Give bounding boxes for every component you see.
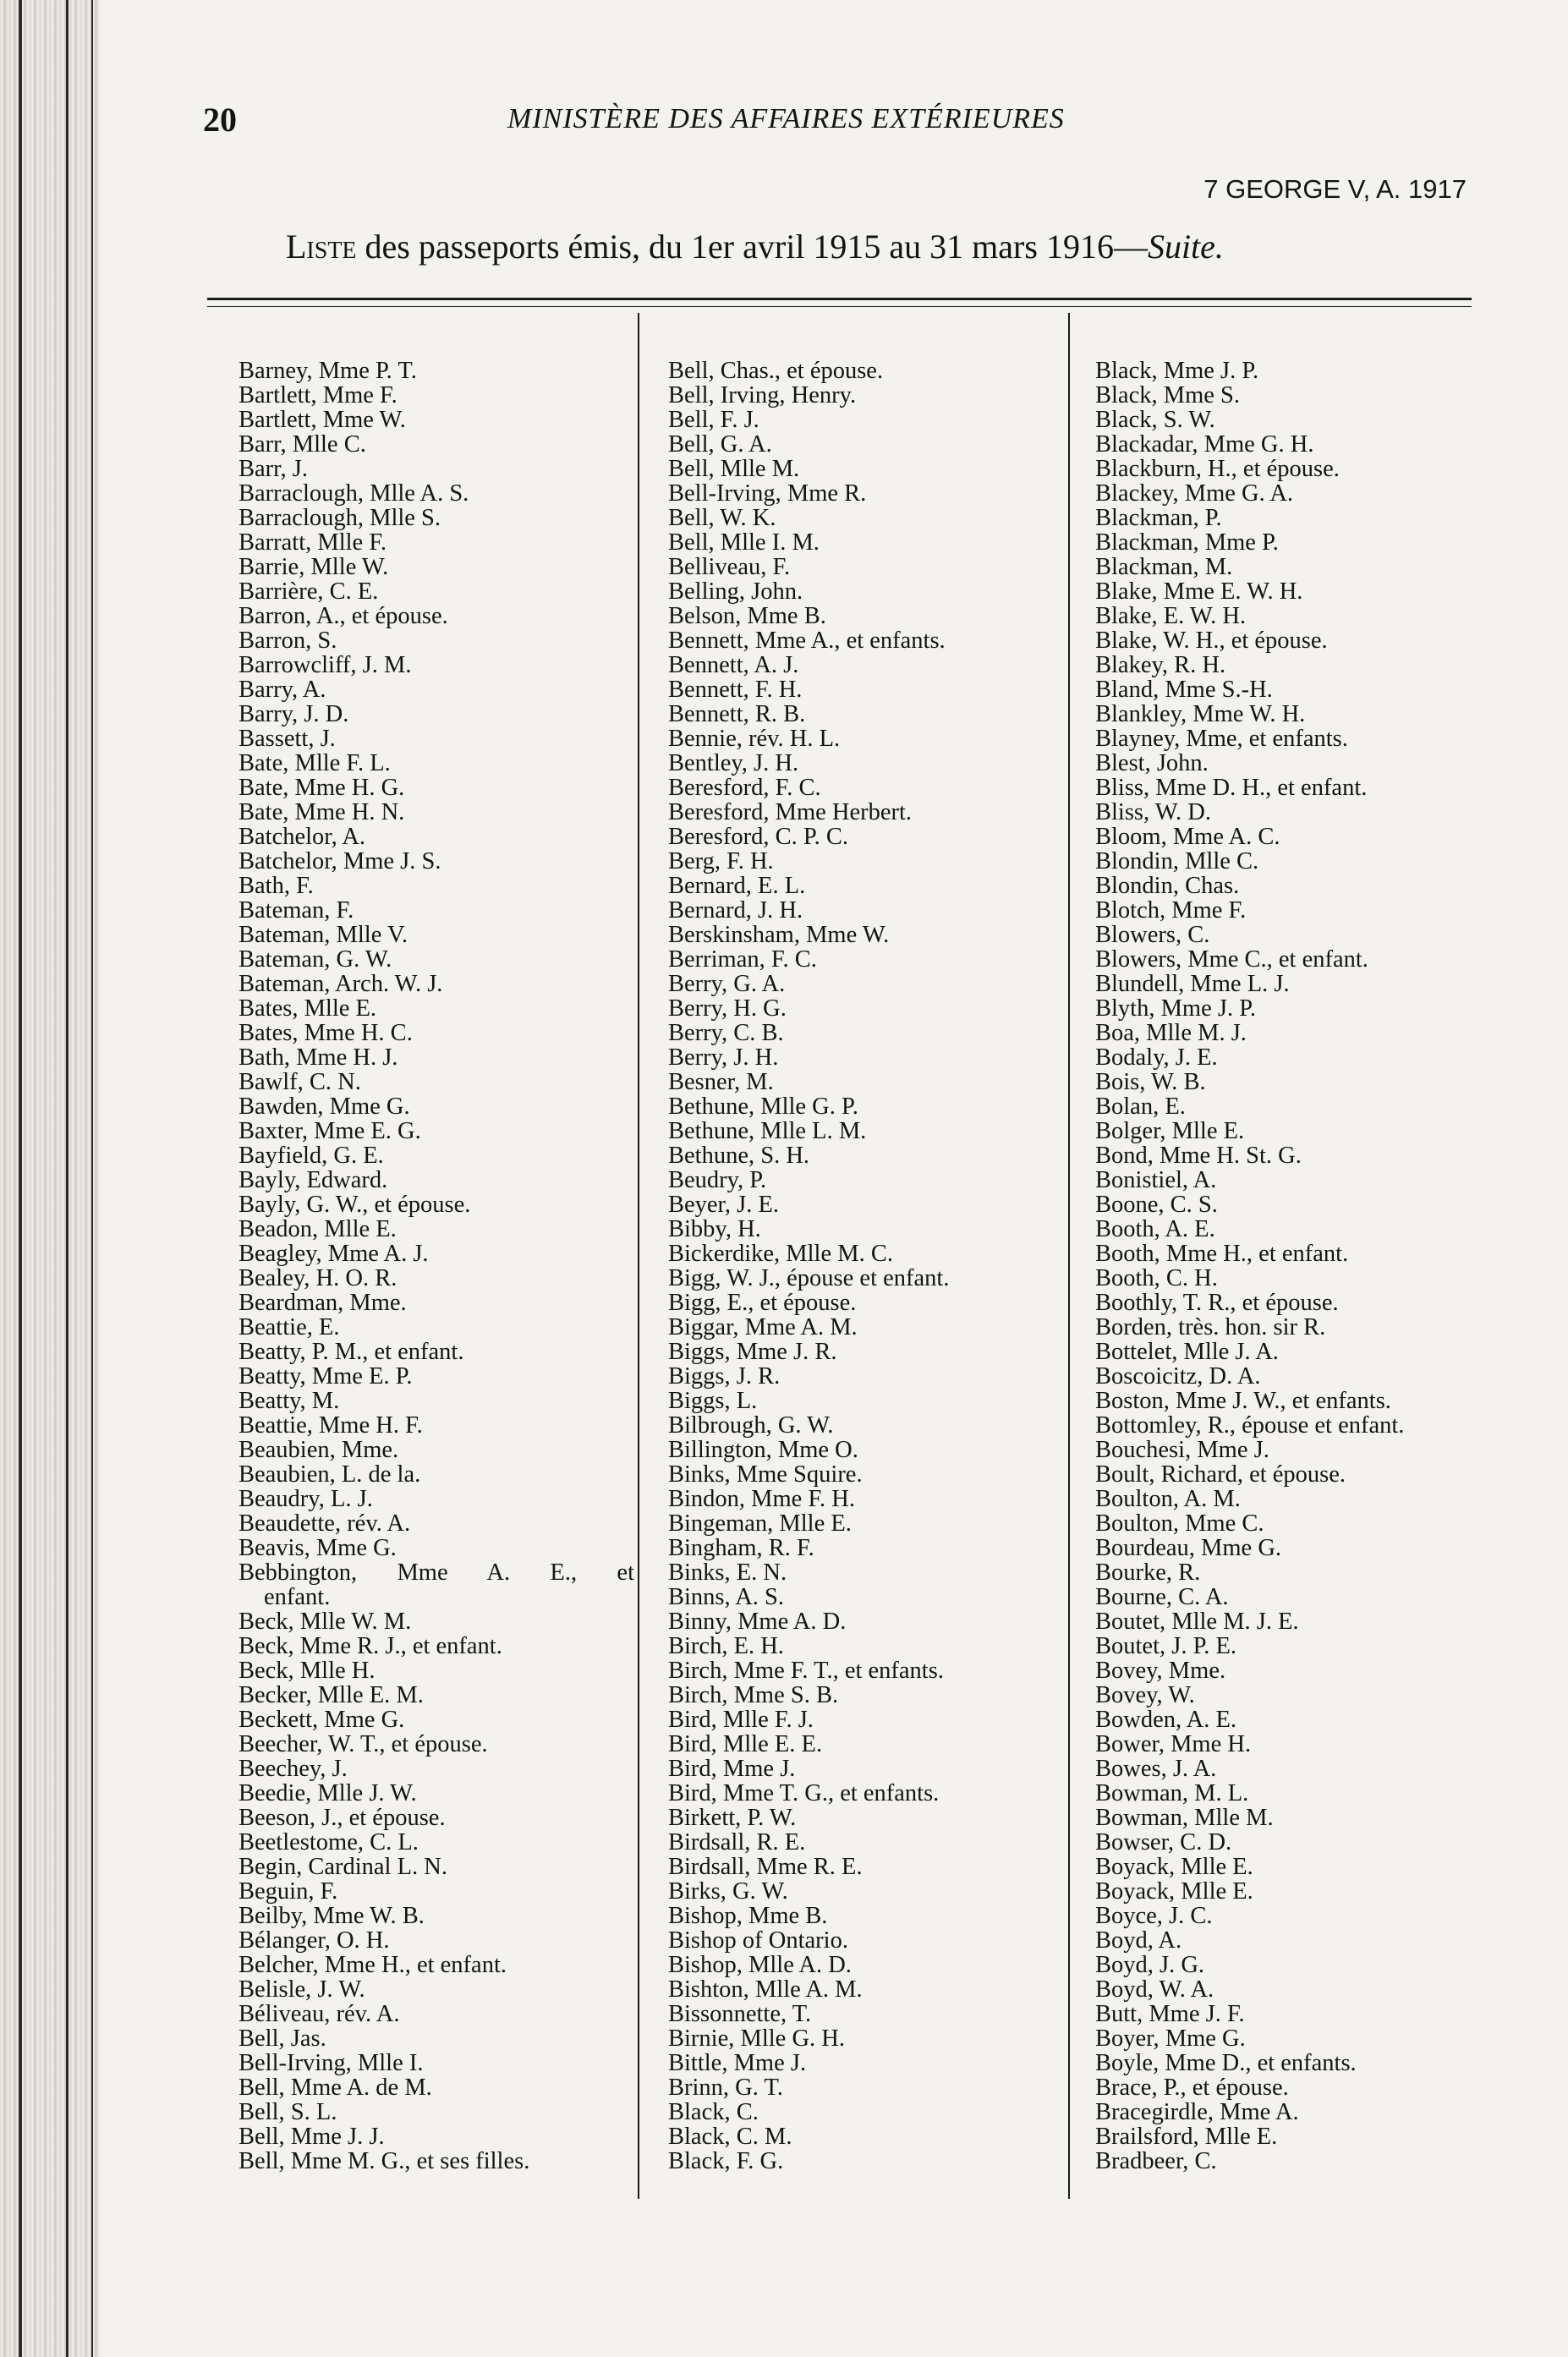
list-entry: Bateman, G. W. [238,946,392,973]
list-entry: Beudry, P. [668,1167,767,1193]
list-entry: Bibby, H. [668,1216,761,1242]
list-entry: Barrie, Mlle W. [238,554,389,580]
list-entry: Beaudette, rév. A. [238,1510,411,1537]
list-entry: Beck, Mlle H. [238,1658,376,1684]
list-entry: Batchelor, A. [238,824,366,850]
list-entry: Barraclough, Mlle S. [238,505,441,531]
list-entry: Beatty, M. [238,1388,340,1414]
session-reference: 7 GEORGE V, A. 1917 [1203,174,1467,204]
list-entry: Binns, A. S. [668,1584,785,1610]
list-entry: Booth, A. E. [1095,1216,1215,1242]
list-entry: Berg, F. H. [668,848,774,874]
list-entry: Boscoicitz, D. A. [1095,1363,1261,1390]
list-entry: Bateman, Arch. W. J. [238,971,443,997]
list-entry: Bell, Chas., et épouse. [668,358,884,384]
name-column-3 [1095,359,1518,2173]
list-entry: Beatty, P. M., et enfant. [238,1339,464,1365]
list-entry: Bolger, Mlle E. [1095,1118,1245,1144]
list-entry: Blondin, Mlle C. [1095,848,1259,874]
binding-line [19,0,22,2357]
list-entry: Bishop, Mme B. [668,1903,828,1929]
list-entry: Bird, Mlle E. E. [668,1731,823,1757]
list-entry: Boutet, Mlle M. J. E. [1095,1609,1299,1635]
list-entry: Bennie, rév. H. L. [668,726,841,752]
list-title-suite: Suite. [1147,227,1224,266]
list-entry: Beyer, J. E. [668,1192,780,1218]
list-entry: Barrière, C. E. [238,578,379,605]
list-entry: Beechey, J. [238,1756,348,1782]
list-entry: Bowser, C. D. [1095,1829,1232,1855]
list-entry: Bourke, R. [1095,1559,1201,1586]
list-entry: Belling, John. [668,578,803,605]
list-entry: Blackman, P. [1095,505,1222,531]
list-entry: Beguin, F. [238,1878,338,1905]
list-entry: Bernard, E. L. [668,873,806,899]
list-entry: Bowman, M. L. [1095,1780,1249,1806]
list-entry: Biggs, Mme J. R. [668,1339,837,1365]
list-entry: Bissonnette, T. [668,2001,812,2027]
list-entry: Bigg, E., et épouse. [668,1290,857,1316]
list-entry: Berriman, F. C. [668,946,817,973]
page-number: 20 [203,101,237,139]
list-entry: Blackey, Mme G. A. [1095,480,1294,507]
list-entry: Beadon, Mlle E. [238,1216,397,1242]
list-entry: Béliveau, rév. A. [238,2001,400,2027]
list-entry: Berry, H. G. [668,995,787,1022]
list-entry: Brailsford, Mlle E. [1095,2124,1278,2150]
list-entry: Bliss, W. D. [1095,799,1212,825]
list-entry: Biggs, L. [668,1388,758,1414]
list-entry: Berskinsham, Mme W. [668,922,890,948]
list-entry: Boa, Mlle M. J. [1095,1020,1247,1046]
list-entry: Bowes, J. A. [1095,1756,1217,1782]
list-entry: Butt, Mme J. F. [1095,2001,1245,2027]
list-entry: Beeson, J., et épouse. [238,1805,446,1831]
list-entry: Baxter, Mme E. G. [238,1118,421,1144]
list-entry: Bebbington, Mme A. E., et [238,1559,634,1586]
list-entry: Bate, Mme H. N. [238,799,405,825]
list-entry: Blake, W. H., et épouse. [1095,628,1328,654]
list-entry: Beresford, F. C. [668,775,821,801]
list-entry: Bois, W. B. [1095,1069,1206,1095]
list-entry: Beardman, Mme. [238,1290,407,1316]
top-rule [207,298,1472,300]
list-entry: Bovey, Mme. [1095,1658,1226,1684]
list-entry: Bateman, Mlle V. [238,922,408,948]
list-entry: Bell, Mme A. de M. [238,2075,432,2101]
list-entry: Bottomley, R., épouse et enfant. [1095,1412,1405,1439]
list-entry: Black, S. W. [1095,407,1215,433]
list-entry: Bittle, Mme J. [668,2050,807,2076]
list-entry: Becker, Mlle E. M. [238,1682,424,1708]
list-entry: Beattie, Mme H. F. [238,1412,423,1439]
list-entry: Black, Mme S. [1095,382,1240,408]
list-entry: Bliss, Mme D. H., et enfant. [1095,775,1368,801]
list-entry: Bottelet, Mlle J. A. [1095,1339,1279,1365]
list-entry: Boyce, J. C. [1095,1903,1213,1929]
list-entry: Blowers, C. [1095,922,1210,948]
list-entry: Bennett, F. H. [668,677,803,703]
list-entry: Biggar, Mme A. M. [668,1314,858,1340]
list-entry: Bealey, H. O. R. [238,1265,397,1291]
list-entry: Beilby, Mme W. B. [238,1903,425,1929]
list-entry: Bayly, G. W., et épouse. [238,1192,471,1218]
list-entry: Beaubien, L. de la. [238,1461,421,1488]
list-entry: Bateman, F. [238,897,354,924]
list-entry: Blackburn, H., et épouse. [1095,456,1340,482]
list-entry: Birch, Mme F. T., et enfants. [668,1658,944,1684]
list-title [286,227,1224,266]
list-entry: Bovey, W. [1095,1682,1195,1708]
list-entry: Bonistiel, A. [1095,1167,1217,1193]
list-entry: Barry, A. [238,677,326,703]
list-entry: Birdsall, R. E. [668,1829,806,1855]
list-entry: Beattie, E. [238,1314,340,1340]
list-entry: Bourne, C. A. [1095,1584,1229,1610]
list-entry: enfant. [264,1584,331,1610]
list-entry: Beecher, W. T., et épouse. [238,1731,488,1757]
list-entry: Bourdeau, Mme G. [1095,1535,1282,1561]
list-entry: Beaudry, L. J. [238,1486,373,1512]
binding-line [66,0,69,2357]
list-entry: Bentley, J. H. [668,750,799,776]
list-entry: Bishop, Mlle A. D. [668,1952,852,1978]
list-entry: Blayney, Mme, et enfants. [1095,726,1348,752]
list-entry: Billington, Mme O. [668,1437,858,1463]
list-entry: Binks, Mme Squire. [668,1461,863,1488]
list-entry: Boyd, W. A. [1095,1976,1214,2003]
list-entry: Bell, W. K. [668,505,776,531]
list-entry: Bowden, A. E. [1095,1707,1237,1733]
list-entry: Brace, P., et épouse. [1095,2075,1289,2101]
list-entry: Boulton, Mme C. [1095,1510,1264,1537]
list-entry: Boston, Mme J. W., et enfants. [1095,1388,1391,1414]
list-entry: Bates, Mlle E. [238,995,377,1022]
list-entry: Bower, Mme H. [1095,1731,1252,1757]
list-entry: Blackman, Mme P. [1095,529,1279,556]
list-entry: Bawlf, C. N. [238,1069,361,1095]
list-entry: Birks, G. W. [668,1878,788,1905]
list-entry: Booth, C. H. [1095,1265,1218,1291]
list-entry: Boyer, Mme G. [1095,2025,1246,2052]
list-entry: Bethune, S. H. [668,1143,810,1169]
list-entry: Bélanger, O. H. [238,1927,390,1954]
list-entry: Blondin, Chas. [1095,873,1240,899]
list-entry: Birdsall, Mme R. E. [668,1854,863,1880]
list-entry: Blackman, M. [1095,554,1233,580]
list-entry: Beresford, Mme Herbert. [668,799,913,825]
list-entry: Blake, Mme E. W. H. [1095,578,1303,605]
list-entry: Bath, F. [238,873,314,899]
list-entry: Brinn, G. T. [668,2075,783,2101]
list-entry: Boulton, A. M. [1095,1486,1241,1512]
list-entry: Bell, Mme M. G., et ses filles. [238,2148,530,2174]
list-entry: Biggs, J. R. [668,1363,781,1390]
list-entry: Bond, Mme H. St. G. [1095,1143,1302,1169]
list-entry: Belisle, J. W. [238,1976,365,2003]
list-entry: Batchelor, Mme J. S. [238,848,441,874]
list-entry: Bickerdike, Mlle M. C. [668,1241,893,1267]
list-entry: Bath, Mme H. J. [238,1044,398,1071]
list-entry: Barraclough, Mlle A. S. [238,480,469,507]
running-title: MINISTÈRE DES AFFAIRES EXTÉRIEURES [507,103,1065,134]
list-entry: Black, Mme J. P. [1095,358,1259,384]
list-entry: Bell-Irving, Mme R. [668,480,867,507]
list-entry: Bloom, Mme A. C. [1095,824,1280,850]
list-entry: Blankley, Mme W. H. [1095,701,1306,727]
list-entry: Boothly, T. R., et épouse. [1095,1290,1339,1316]
list-entry: Booth, Mme H., et enfant. [1095,1241,1349,1267]
list-entry: Black, C. [668,2099,759,2125]
list-entry: Black, C. M. [668,2124,792,2150]
list-entry: Bennett, R. B. [668,701,806,727]
list-entry: Boyd, A. [1095,1927,1182,1954]
list-entry: Birkett, P. W. [668,1805,797,1831]
list-entry: Beck, Mlle W. M. [238,1609,412,1635]
name-column-1 [238,359,653,2173]
list-entry: Blackadar, Mme G. H. [1095,431,1314,458]
list-entry: Bartlett, Mme W. [238,407,406,433]
list-entry: Bland, Mme S.-H. [1095,677,1273,703]
list-entry: Boyack, Mlle E. [1095,1854,1253,1880]
list-entry: Beatty, Mme E. P. [238,1363,413,1390]
list-entry: Blyth, Mme J. P. [1095,995,1257,1022]
list-entry: Birnie, Mlle G. H. [668,2025,845,2052]
list-entry: Bradbeer, C. [1095,2148,1217,2174]
list-entry: Boone, C. S. [1095,1192,1218,1218]
list-entry: Barry, J. D. [238,701,349,727]
list-entry: Black, F. G. [668,2148,784,2174]
page-binding-edge [0,0,100,2357]
list-entry: Bennett, A. J. [668,652,799,678]
list-entry: Barratt, Mlle F. [238,529,387,556]
list-entry: Bell, Irving, Henry. [668,382,857,408]
list-entry: Berry, C. B. [668,1020,784,1046]
list-entry: Beagley, Mme A. J. [238,1241,429,1267]
list-entry: Boyle, Mme D., et enfants. [1095,2050,1357,2076]
list-entry: Bell, Mlle I. M. [668,529,820,556]
list-entry: Bishop of Ontario. [668,1927,848,1954]
list-entry: Barron, A., et épouse. [238,603,448,629]
list-entry: Bilbrough, G. W. [668,1412,834,1439]
list-entry: Bingeman, Mlle E. [668,1510,852,1537]
list-entry: Boyd, J. G. [1095,1952,1205,1978]
page-header [203,100,1472,151]
list-entry: Bell, Jas. [238,2025,326,2052]
list-entry: Bernard, J. H. [668,897,803,924]
list-entry: Binks, E. N. [668,1559,787,1586]
list-entry: Barron, S. [238,628,337,654]
list-entry: Bell, Mme J. J. [238,2124,385,2150]
list-entry: Bigg, W. J., épouse et enfant. [668,1265,950,1291]
list-entry: Barr, J. [238,456,308,482]
list-entry: Bowman, Mlle M. [1095,1805,1274,1831]
list-entry: Begin, Cardinal L. N. [238,1854,447,1880]
list-entry: Bouchesi, Mme J. [1095,1437,1269,1463]
list-entry: Boutet, J. P. E. [1095,1633,1237,1659]
list-entry: Beetlestome, C. L. [238,1829,419,1855]
list-entry: Bishton, Mlle A. M. [668,1976,863,2003]
list-entry: Belcher, Mme H., et enfant. [238,1952,507,1978]
list-entry: Bethune, Mlle G. P. [668,1094,858,1120]
list-entry: Bell, S. L. [238,2099,337,2125]
list-entry: Blake, E. W. H. [1095,603,1247,629]
list-entry: Birch, Mme S. B. [668,1682,839,1708]
list-entry: Bird, Mme J. [668,1756,796,1782]
list-entry: Bate, Mme H. G. [238,775,405,801]
list-entry: Blakey, R. H. [1095,652,1226,678]
list-entry: Bell-Irving, Mlle I. [238,2050,424,2076]
list-entry: Borden, très. hon. sir R. [1095,1314,1326,1340]
list-entry: Bolan, E. [1095,1094,1186,1120]
list-entry: Barney, Mme P. T. [238,358,417,384]
list-entry: Bingham, R. F. [668,1535,814,1561]
list-entry: Bell, Mlle M. [668,456,800,482]
list-entry: Barr, Mlle C. [238,431,366,458]
list-entry: Bassett, J. [238,726,336,752]
list-entry: Bindon, Mme F. H. [668,1486,855,1512]
list-entry: Bayly, Edward. [238,1167,388,1193]
list-entry: Bird, Mlle F. J. [668,1707,814,1733]
list-entry: Belson, Mme B. [668,603,826,629]
list-entry: Beckett, Mme G. [238,1707,405,1733]
list-title-text: des passeports émis, du 1er avril 1915 au 31 mars 1916— [356,227,1148,266]
list-entry: Bate, Mlle F. L. [238,750,391,776]
list-entry: Beavis, Mme G. [238,1535,397,1561]
list-entry: Blowers, Mme C., et enfant. [1095,946,1368,973]
list-entry: Birch, E. H. [668,1633,784,1659]
top-rule-thin [207,306,1472,307]
list-entry: Boult, Richard, et épouse. [1095,1461,1346,1488]
list-entry: Berry, J. H. [668,1044,779,1071]
list-entry: Beresford, C. P. C. [668,824,848,850]
list-entry: Besner, M. [668,1069,774,1095]
list-entry: Blest, John. [1095,750,1209,776]
list-entry: Beedie, Mlle J. W. [238,1780,417,1806]
binding-line [91,0,93,2357]
list-entry: Binny, Mme A. D. [668,1609,847,1635]
list-entry: Bates, Mme H. C. [238,1020,413,1046]
list-entry: Bracegirdle, Mme A. [1095,2099,1299,2125]
list-title-lead: Liste [286,227,357,266]
list-entry: Bird, Mme T. G., et enfants. [668,1780,940,1806]
list-entry: Bodaly, J. E. [1095,1044,1218,1071]
list-entry: Bethune, Mlle L. M. [668,1118,867,1144]
list-entry: Bayfield, G. E. [238,1143,384,1169]
name-column-2 [668,359,1074,2173]
list-entry: Bartlett, Mme F. [238,382,397,408]
list-entry: Berry, G. A. [668,971,786,997]
list-entry: Bell, F. J. [668,407,759,433]
list-entry: Bawden, Mme G. [238,1094,410,1120]
list-entry: Boyack, Mlle E. [1095,1878,1253,1905]
list-entry: Belliveau, F. [668,554,791,580]
list-entry: Bell, G. A. [668,431,772,458]
list-entry: Blotch, Mme F. [1095,897,1247,924]
list-entry: Beaubien, Mme. [238,1437,399,1463]
list-entry: Blundell, Mme L. J. [1095,971,1290,997]
list-entry: Bennett, Mme A., et enfants. [668,628,946,654]
list-entry: Barrowcliff, J. M. [238,652,412,678]
list-entry: Beck, Mme R. J., et enfant. [238,1633,502,1659]
